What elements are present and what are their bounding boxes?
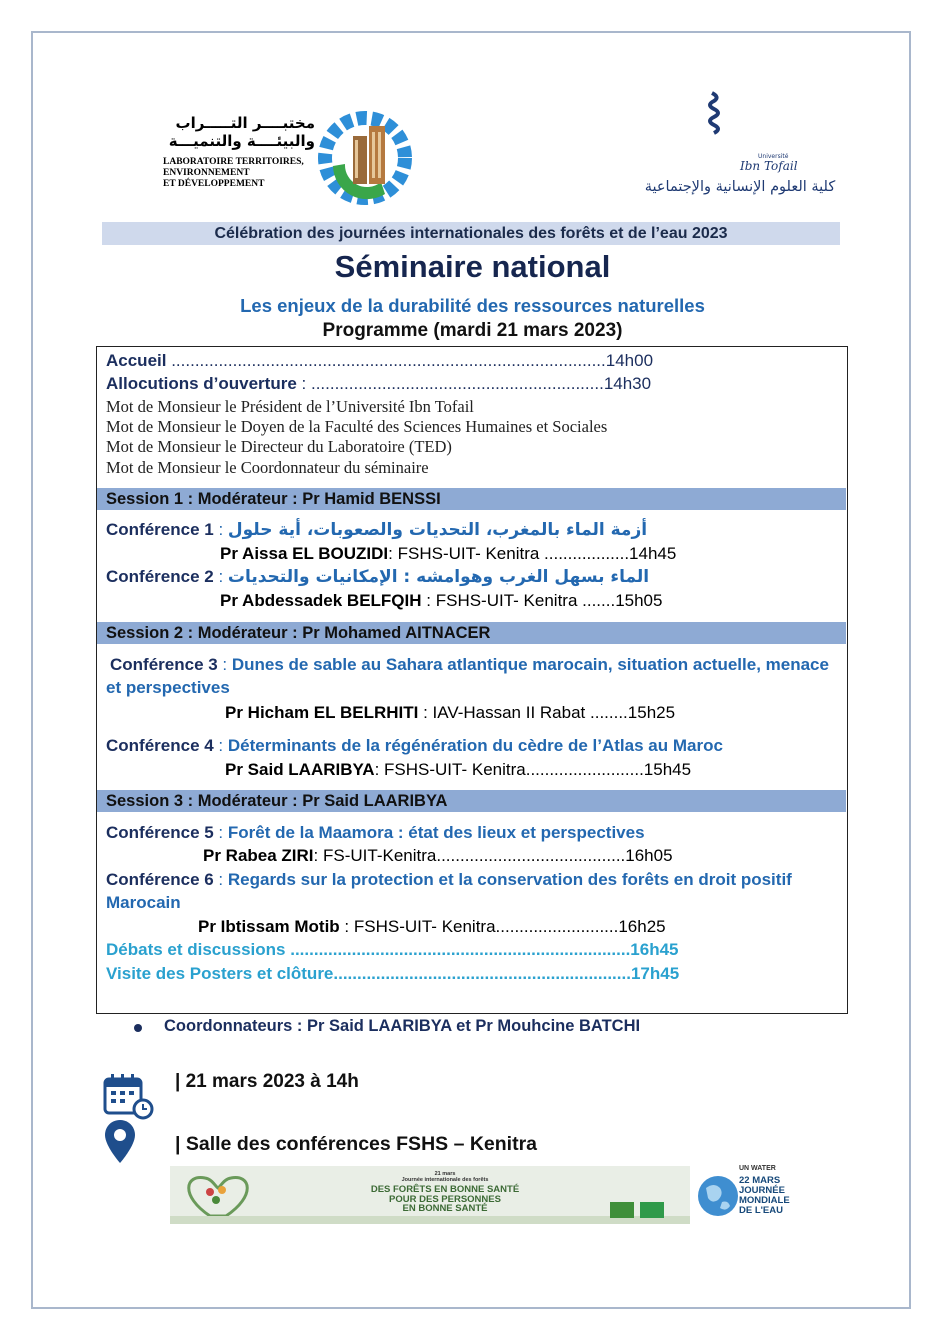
conference-4-row: Conférence 4 : Déterminants de la régénération du cèdre de l’Atlas au Maroc [106,736,723,755]
svg-text:Ibn Tofail: Ibn Tofail [740,159,798,173]
conference-3-row: Conférence 3 : Dunes de sable au Sahara atlantique marocain, situation actuelle, menace [110,655,829,674]
page-title: Séminaire national [334,249,611,284]
conference-3-speaker: Pr Hicham EL BELRHITI : IAV-Hassan II Rabat ........15h25 [225,703,676,722]
conference-6-row: Conférence 6 : Regards sur la protection et la conservation des forêts en droit positif [106,870,792,889]
world-water-day-text: 22 MARS JOURNÉE MONDIALE DE L'EAU [739,1175,790,1216]
celebration-banner: Célébration des journées internationales des forêts et de l’eau 2023 [102,222,840,245]
visite-row: Visite des Posters et clôture...............................................................17h45 [106,964,680,983]
lab-gear-logo-icon [315,106,415,206]
conference-6-title-cont: Marocain [106,893,181,912]
conference-6-speaker: Pr Ibtissam Motib : FSHS-UIT- Kenitra..........................16h25 [198,917,666,936]
speech-item: Mot de Monsieur le Président de l’Université Ibn Tofail [106,397,474,416]
conference-2-speaker: Pr Abdessadek BELFQIH : FSHS-UIT- Kenitra .......15h05 [220,591,663,610]
university-ibn-tofail-logo-icon [690,88,800,183]
allocutions-row: Allocutions d’ouverture : ..............................................................14h30 [106,374,652,393]
un-water-label: UN WATER [739,1165,776,1172]
session-2-header: Session 2 : Modérateur : Pr Mohamed AITNACER [97,622,846,644]
programme-box [96,346,848,1014]
coordinators: Coordonnateurs : Pr Said LAARIBYA et Pr Mouhcine BATCHI [164,1017,641,1035]
conference-3-title-cont: et perspectives [106,678,230,697]
programme-heading: Programme (mardi 21 mars 2023) [322,320,623,341]
conference-5-row: Conférence 5 : Forêt de la Maamora : état des lieux et perspectives [106,823,645,842]
location-pin-icon [103,1118,137,1165]
event-date: | 21 mars 2023 à 14h [175,1071,359,1092]
svg-text:Université: Université [758,153,789,160]
conference-4-speaker: Pr Said LAARIBYA: FSHS-UIT- Kenitra.........................15h45 [225,760,692,779]
session-1-header: Session 1 : Modérateur : Pr Hamid BENSSI [97,488,846,510]
forest-day-banner [170,1166,690,1224]
lab-name-arabic-line1: مختبــــر التـــــراب [175,114,315,132]
debats-row: Débats et discussions ........................................................................16h45 [106,940,679,959]
faculty-name-arabic: كلية العلوم الإنسانية والإجتماعية [644,179,836,195]
speech-item: Mot de Monsieur le Directeur du Laboratoire (TED) [106,437,452,456]
session-3-header: Session 3 : Modérateur : Pr Said LAARIBYA [97,790,846,812]
speech-item: Mot de Monsieur le Coordonnateur du séminaire [106,458,429,477]
accueil-row: Accueil ............................................................................................14h00 [106,351,654,370]
conference-5-speaker: Pr Rabea ZIRI: FS-UIT-Kenitra........................................16h05 [203,846,673,865]
conference-2-row: Conférence 2 : الماء بسهل الغرب وهوامشه : الإمكانيات والتحديات [106,567,650,587]
banner-slogan: DES FORÊTS EN BONNE SANTÉ POUR DES PERSONNES EN BONNE SANTÉ [370,1184,520,1214]
calendar-clock-icon [101,1073,155,1123]
conference-1-row: Conférence 1 : أزمة الماء بالمغرب، التحديات والصعوبات، أية حلول [106,520,648,540]
page-subtitle: Les enjeux de la durabilité des ressources naturelles [240,295,705,316]
speech-item: Mot de Monsieur le Doyen de la Faculté des Sciences Humaines et Sociales [106,417,608,436]
conference-1-speaker: Pr Aissa EL BOUZIDI: FSHS-UIT- Kenitra ..................14h45 [220,544,677,563]
bullet-icon [134,1024,142,1032]
lab-name-french: LABORATOIRE TERRITOIRES, ENVIRONNEMENT ET DÉVELOPPEMENT [163,157,304,189]
event-place: | Salle des conférences FSHS – Kenitra [175,1133,538,1155]
lab-name-arabic-line2: والبيئــــة والتنميـــة [168,132,315,150]
banner-caption: 21 mars Journée internationale des forêts [401,1171,489,1183]
